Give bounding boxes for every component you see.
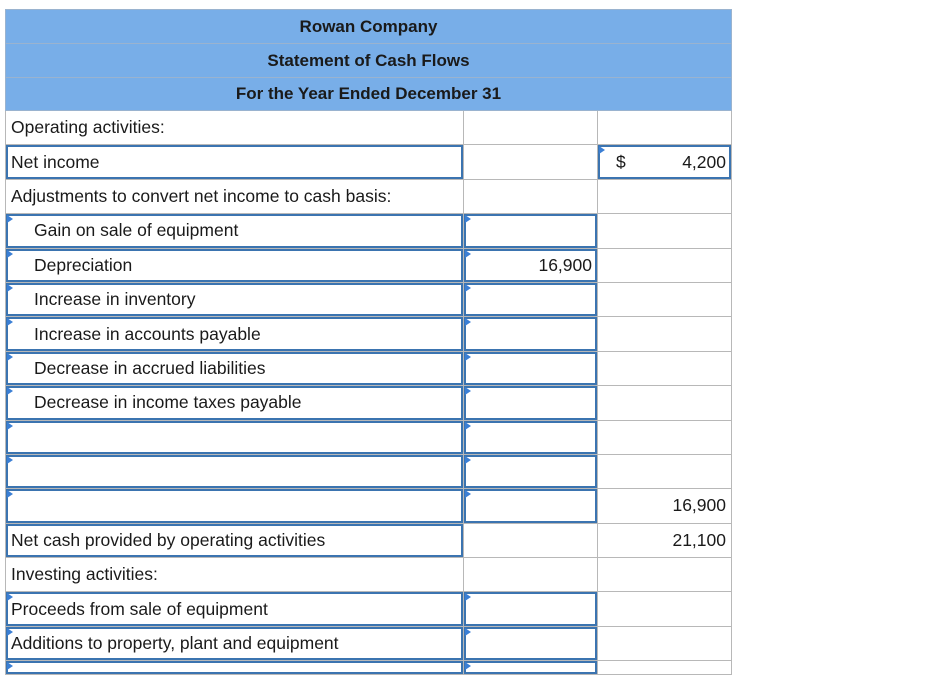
adjustment-amount-field[interactable] [464, 386, 598, 420]
adjustment-label-field[interactable]: Increase in accounts payable [6, 317, 464, 351]
adjustment-amount-field[interactable] [464, 283, 598, 317]
amount-cell [464, 524, 598, 558]
total-cell [598, 283, 732, 317]
section-heading-operating: Operating activities: [6, 111, 464, 145]
investing-label-field[interactable]: Additions to property, plant and equipment [6, 627, 464, 661]
table-row [6, 455, 732, 489]
adjustment-label-field[interactable]: Depreciation [6, 249, 464, 283]
adjustment-label-field[interactable]: Decrease in accrued liabilities [6, 352, 464, 386]
total-cell [598, 180, 732, 214]
table-row [6, 317, 732, 351]
table-row [6, 180, 732, 214]
table-row [6, 214, 732, 248]
table-row [6, 524, 732, 558]
table-row [6, 283, 732, 317]
total-cell [598, 421, 732, 455]
net-income-value: 4,200 [682, 151, 726, 172]
total-cell [598, 317, 732, 351]
adjustment-amount-field[interactable]: 16,900 [464, 249, 598, 283]
blank-label-field[interactable] [6, 421, 464, 455]
adjustment-amount-field[interactable] [464, 214, 598, 248]
investing-amount-field[interactable] [464, 627, 598, 661]
blank-label-field[interactable] [6, 489, 464, 523]
investing-amount-field[interactable] [464, 592, 598, 626]
table-row [6, 111, 732, 145]
statement-title: Statement of Cash Flows [5, 43, 732, 77]
amount-cell [464, 180, 598, 214]
blank-amount-field[interactable] [464, 489, 598, 523]
net-income-amount-field[interactable] [598, 145, 732, 179]
adjustment-label-field[interactable]: Gain on sale of equipment [6, 214, 464, 248]
investing-amount-field[interactable] [464, 661, 598, 675]
investing-label-field[interactable] [6, 661, 464, 675]
net-cash-operating-total: 21,100 [598, 524, 732, 558]
company-name: Rowan Company [5, 9, 732, 43]
adjustment-label-field[interactable]: Increase in inventory [6, 283, 464, 317]
total-cell [598, 249, 732, 283]
table-row [6, 558, 732, 592]
table-row [6, 489, 732, 523]
table-row [6, 386, 732, 420]
adjustment-label-field[interactable]: Decrease in income taxes payable [6, 386, 464, 420]
total-cell [598, 558, 732, 592]
adjustment-amount-field[interactable] [464, 317, 598, 351]
statement-period: For the Year Ended December 31 [5, 77, 732, 111]
total-cell [598, 214, 732, 248]
net-income-label-field[interactable]: Net income [6, 145, 464, 179]
total-cell [598, 386, 732, 420]
total-cell [598, 661, 732, 675]
amount-cell [464, 558, 598, 592]
adjustment-amount-field[interactable] [464, 352, 598, 386]
blank-label-field[interactable] [6, 455, 464, 489]
table-row [6, 249, 732, 283]
total-cell [598, 352, 732, 386]
dollar-sign: $ [616, 151, 626, 172]
total-cell [598, 111, 732, 145]
total-cell [598, 627, 732, 661]
table-row [6, 661, 732, 675]
table-row [6, 627, 732, 661]
investing-label-field[interactable]: Proceeds from sale of equipment [6, 592, 464, 626]
blank-amount-field[interactable] [464, 455, 598, 489]
table-row [6, 421, 732, 455]
amount-cell [464, 111, 598, 145]
section-heading-investing: Investing activities: [6, 558, 464, 592]
total-cell [598, 592, 732, 626]
adjustments-total: 16,900 [598, 489, 732, 523]
blank-amount-field[interactable] [464, 421, 598, 455]
table-row [6, 592, 732, 626]
table-row [6, 145, 732, 179]
adjustments-heading: Adjustments to convert net income to cash basis: [6, 180, 464, 214]
cash-flow-statement [5, 9, 732, 675]
table-row [6, 352, 732, 386]
amount-cell [464, 145, 598, 179]
total-cell [598, 455, 732, 489]
net-cash-operating-label-field[interactable]: Net cash provided by operating activities [6, 524, 464, 558]
statement-grid [5, 111, 732, 675]
